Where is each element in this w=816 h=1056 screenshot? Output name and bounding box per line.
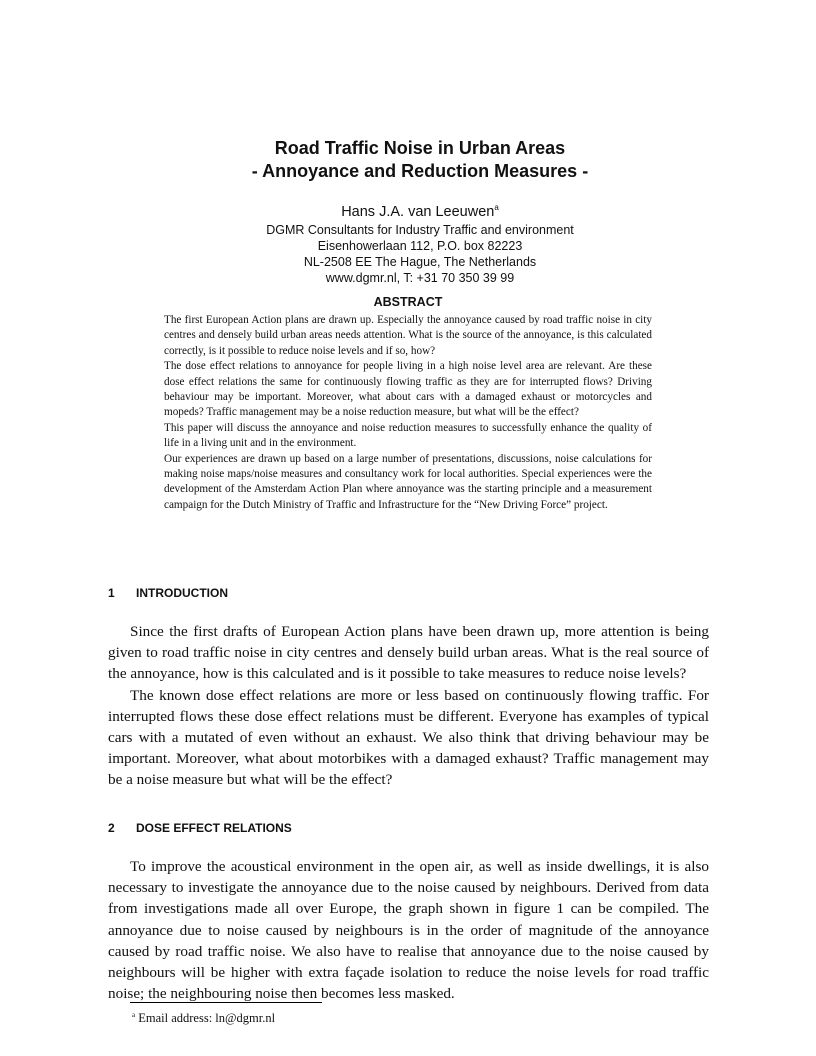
body-paragraph: The known dose effect relations are more or less based on continuously flowing traffic. For interrupted flows these dose effect relations must be different. Everyone has examples of typical cars with a mutated of even without an exhaust. We also think that driving behaviour may be important. Moreover, what about motorbikes with a damaged exhaust? Traffic management may be a noise measure but what will be the effect? bbox=[108, 686, 709, 789]
author-address-1: Eisenhowerlaan 112, P.O. box 82223 bbox=[317, 238, 523, 253]
title-line-1: Road Traffic Noise in Urban Areas bbox=[274, 138, 566, 158]
abstract-paragraph: The dose effect relations to annoyance for people living in a high noise level area are relevant. Are these dose effect relations the same for continuously flowing traffic as they are for interrupted flows? Driving behaviour may be important. Moreover, what about cars with a damaged exhaust or motorcycles and mopeds? Traffic management may be a noise reduction measure, but what will be the effect? bbox=[164, 360, 652, 419]
section-title: DOSE EFFECT RELATIONS bbox=[136, 821, 292, 835]
body-paragraph: Since the first drafts of European Action plans have been drawn up, more attention is being given to road traffic noise in city centres and densely build urban areas. What is the real source of the annoyance, how is this calculated and is it possible to take measures to reduce noise levels? bbox=[108, 623, 709, 683]
section-number: 1 bbox=[108, 586, 115, 600]
author-contact: www.dgmr.nl, T: +31 70 350 39 99 bbox=[325, 270, 515, 285]
abstract-paragraph: Our experiences are drawn up based on a large number of presentations, discussions, noise calculations for making noise maps/noise measures and consultancy work for local authorities. Special experiences were the development of the Amsterdam Action Plan where annoyance was the starting principle and a measurement campaign for the Dutch Ministry of Traffic and Infrastructure for the “New Driving Force” project. bbox=[164, 452, 652, 511]
section-heading-introduction bbox=[108, 586, 228, 600]
footnote-text: Email address: ln@dgmr.nl bbox=[138, 1011, 276, 1026]
abstract-paragraph: This paper will discuss the annoyance and noise reduction measures to successfully enhance the quality of life in a living unit and in the environment. bbox=[164, 421, 652, 450]
section-heading-dose-effect bbox=[108, 821, 292, 835]
footnote-mark: a bbox=[132, 1011, 136, 1019]
paper-title bbox=[0, 137, 816, 183]
abstract-heading: ABSTRACT bbox=[373, 295, 443, 309]
author-name: Hans J.A. van Leeuwen$^a$ bbox=[341, 203, 499, 220]
abstract-body bbox=[164, 313, 652, 513]
section-number: 2 bbox=[108, 821, 115, 835]
footnote bbox=[132, 1011, 275, 1026]
section-title: INTRODUCTION bbox=[136, 586, 228, 600]
author-block bbox=[0, 198, 816, 286]
abstract-paragraph: The first European Action plans are drawn up. Especially the annoyance caused by road traffic noise in city centres and densely build urban areas needs attention. What is the source of the annoyance, is this calculated correctly, is it possible to reduce noise levels and if so, how? bbox=[164, 314, 652, 357]
dose-effect-body bbox=[108, 856, 709, 1004]
title-line-2: - Annoyance and Reduction Measures - bbox=[251, 161, 589, 181]
author-address-2: NL-2508 EE The Hague, The Netherlands bbox=[303, 254, 537, 269]
author-affiliation: DGMR Consultants for Industry Traffic and environment bbox=[266, 222, 574, 237]
body-paragraph: To improve the acoustical environment in the open air, as well as inside dwellings, it is also necessary to investigate the annoyance due to the noise caused by neighbours. Derived from data from investigations made all over Europe, the graph shown in figure 1 can be compiled. The annoyance due to noise caused by neighbours is in the order of magnitude of the annoyance caused by road traffic noise. We also have to realise that annoyance due to the noise caused by neighbours will be higher with extra façade isolation to reduce the noise levels for road traffic noise; the neighbouring noise then becomes less masked. bbox=[108, 858, 709, 1003]
introduction-body bbox=[108, 621, 709, 791]
author-footnote-mark: a bbox=[494, 203, 499, 212]
footnote-divider bbox=[130, 1002, 322, 1003]
